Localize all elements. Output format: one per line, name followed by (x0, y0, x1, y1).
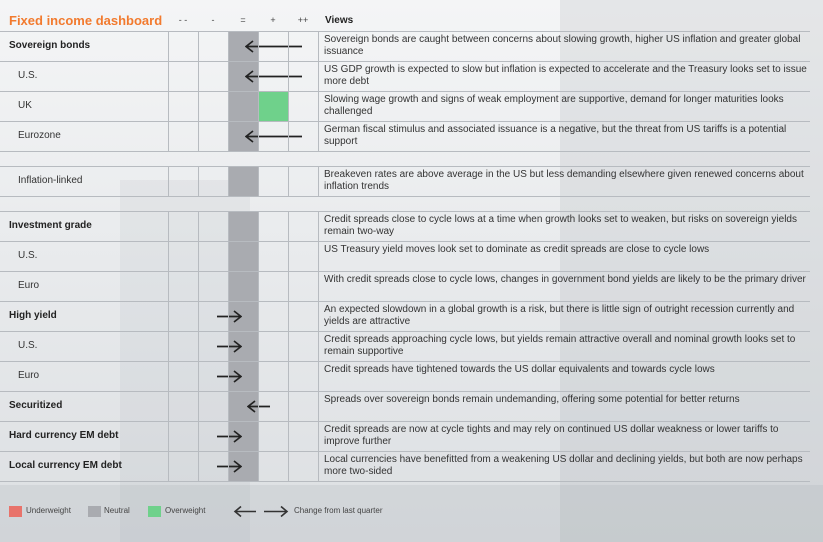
row-label: Local currency EM debt (9, 460, 122, 471)
table-row (0, 61, 810, 91)
change-arrow-right-icon (216, 310, 242, 323)
column-divider (258, 31, 259, 151)
row-divider (0, 301, 810, 302)
column-divider (318, 211, 319, 481)
change-arrow-right-icon (216, 370, 242, 383)
column-divider (168, 166, 169, 196)
row-view: German fiscal stimulus and associated issuance is a negative, but the threat from US tariffs is a potential support (324, 124, 787, 147)
row-divider (0, 421, 810, 422)
table-row (0, 31, 810, 61)
change-arrow-left-icon (245, 70, 303, 83)
row-label: Securitized (9, 400, 63, 411)
row-label: UK (18, 100, 32, 111)
legend-change-label: Change from last quarter (294, 506, 383, 515)
legend-overweight-swatch (148, 506, 161, 517)
table-row (0, 451, 810, 481)
row-divider (0, 241, 810, 242)
table-row (0, 271, 810, 301)
row-label: Inflation-linked (18, 175, 83, 186)
row-label: High yield (9, 310, 57, 321)
page-title: Fixed income dashboard (9, 13, 163, 28)
row-divider (0, 151, 810, 152)
row-divider (0, 361, 810, 362)
row-divider (0, 451, 810, 452)
change-arrow-left-icon (245, 40, 303, 53)
column-divider (198, 31, 199, 151)
row-view: US GDP growth is expected to slow but inflation is expected to accelerate and the Treasury looks set to issue more debt (324, 64, 807, 87)
table-row (0, 121, 810, 151)
table-row (0, 331, 810, 361)
row-label: U.S. (18, 340, 38, 351)
row-label: Euro (18, 370, 40, 381)
change-arrow-right-icon (216, 340, 242, 353)
row-view: Credit spreads are now at cycle tights and may rely on continued US dollar weakness or lower tariffs to improve further (324, 424, 779, 447)
column-divider (288, 211, 289, 481)
column-divider (168, 31, 169, 151)
row-label: Sovereign bonds (9, 40, 91, 51)
overweight-cell (259, 92, 288, 121)
change-arrow-right-icon (216, 460, 242, 473)
column-divider (258, 166, 259, 196)
views-header: Views (325, 15, 354, 26)
column-divider (228, 211, 229, 481)
table-row (0, 361, 810, 391)
row-divider (0, 31, 810, 32)
row-view: Sovereign bonds are caught between concerns about slowing growth, higher US inflation and greater global issuance (324, 34, 801, 57)
row-divider (0, 196, 810, 197)
column-divider (258, 211, 259, 481)
legend-overweight-label: Overweight (165, 506, 206, 515)
row-divider (0, 166, 810, 167)
table-row (0, 301, 810, 331)
column-divider (228, 31, 229, 151)
scale-header-strong-overweight: ++ (297, 15, 309, 25)
row-divider (0, 91, 810, 92)
table-row (0, 91, 810, 121)
row-view: Credit spreads close to cycle lows at a time when growth looks set to weaken, but risks on sovereign yields remain two-way (324, 214, 797, 237)
row-view: With credit spreads close to cycle lows, changes in government bond yields are likely to be the primary driver (324, 274, 806, 285)
scale-header-underweight: - (211, 15, 215, 25)
row-divider (0, 271, 810, 272)
row-label: Investment grade (9, 220, 92, 231)
row-divider (0, 211, 810, 212)
row-divider (0, 391, 810, 392)
scale-header-neutral: = (240, 15, 246, 25)
row-label: U.S. (18, 250, 38, 261)
column-divider (288, 166, 289, 196)
row-divider (0, 121, 810, 122)
column-divider (318, 31, 319, 151)
row-label: Eurozone (18, 130, 61, 141)
row-view: Slowing wage growth and signs of weak employment are supportive, demand for longer maturities looks challenged (324, 94, 784, 117)
column-divider (198, 166, 199, 196)
change-arrow-left-icon (245, 130, 303, 143)
column-divider (198, 211, 199, 481)
legend-underweight-label: Underweight (26, 506, 71, 515)
row-divider (0, 481, 810, 482)
row-view: Local currencies have benefitted from a weakening US dollar and declining yields, but both are now perhaps more two-sided (324, 454, 803, 477)
table-row (0, 421, 810, 451)
scale-header-strong-underweight: - - (178, 15, 188, 25)
row-divider (0, 331, 810, 332)
column-divider (168, 211, 169, 481)
column-divider (228, 166, 229, 196)
row-view: An expected slowdown in a global growth is a risk, but there is little sign of outright recession currently and yields are attractive (324, 304, 795, 327)
row-label: Euro (18, 280, 40, 291)
table-row (0, 391, 810, 421)
change-arrow-left-icon (247, 400, 271, 413)
change-arrow-right-icon (216, 430, 242, 443)
table-row (0, 211, 810, 241)
column-divider (288, 31, 289, 151)
row-view: Breakeven rates are above average in the US but less demanding elsewhere given renewed concerns about inflation trends (324, 169, 804, 192)
row-view: Spreads over sovereign bonds remain undemanding, offering some potential for better returns (324, 394, 740, 405)
legend-neutral-label: Neutral (104, 506, 130, 515)
legend-underweight-swatch (9, 506, 22, 517)
table-row (0, 241, 810, 271)
row-label: Hard currency EM debt (9, 430, 119, 441)
row-view: Credit spreads approaching cycle lows, but yields remain attractive overall and nominal growth looks set to remain supportive (324, 334, 796, 357)
row-label: U.S. (18, 70, 38, 81)
row-view: Credit spreads have tightened towards the US dollar equivalents and towards cycle lows (324, 364, 715, 375)
legend-arrows-icon (232, 505, 290, 518)
legend-neutral-swatch (88, 506, 101, 517)
scale-header-overweight: + (270, 15, 276, 25)
column-divider (318, 166, 319, 196)
table-row (0, 166, 810, 196)
row-view: US Treasury yield moves look set to dominate as credit spreads are close to cycle lows (324, 244, 710, 255)
row-divider (0, 61, 810, 62)
